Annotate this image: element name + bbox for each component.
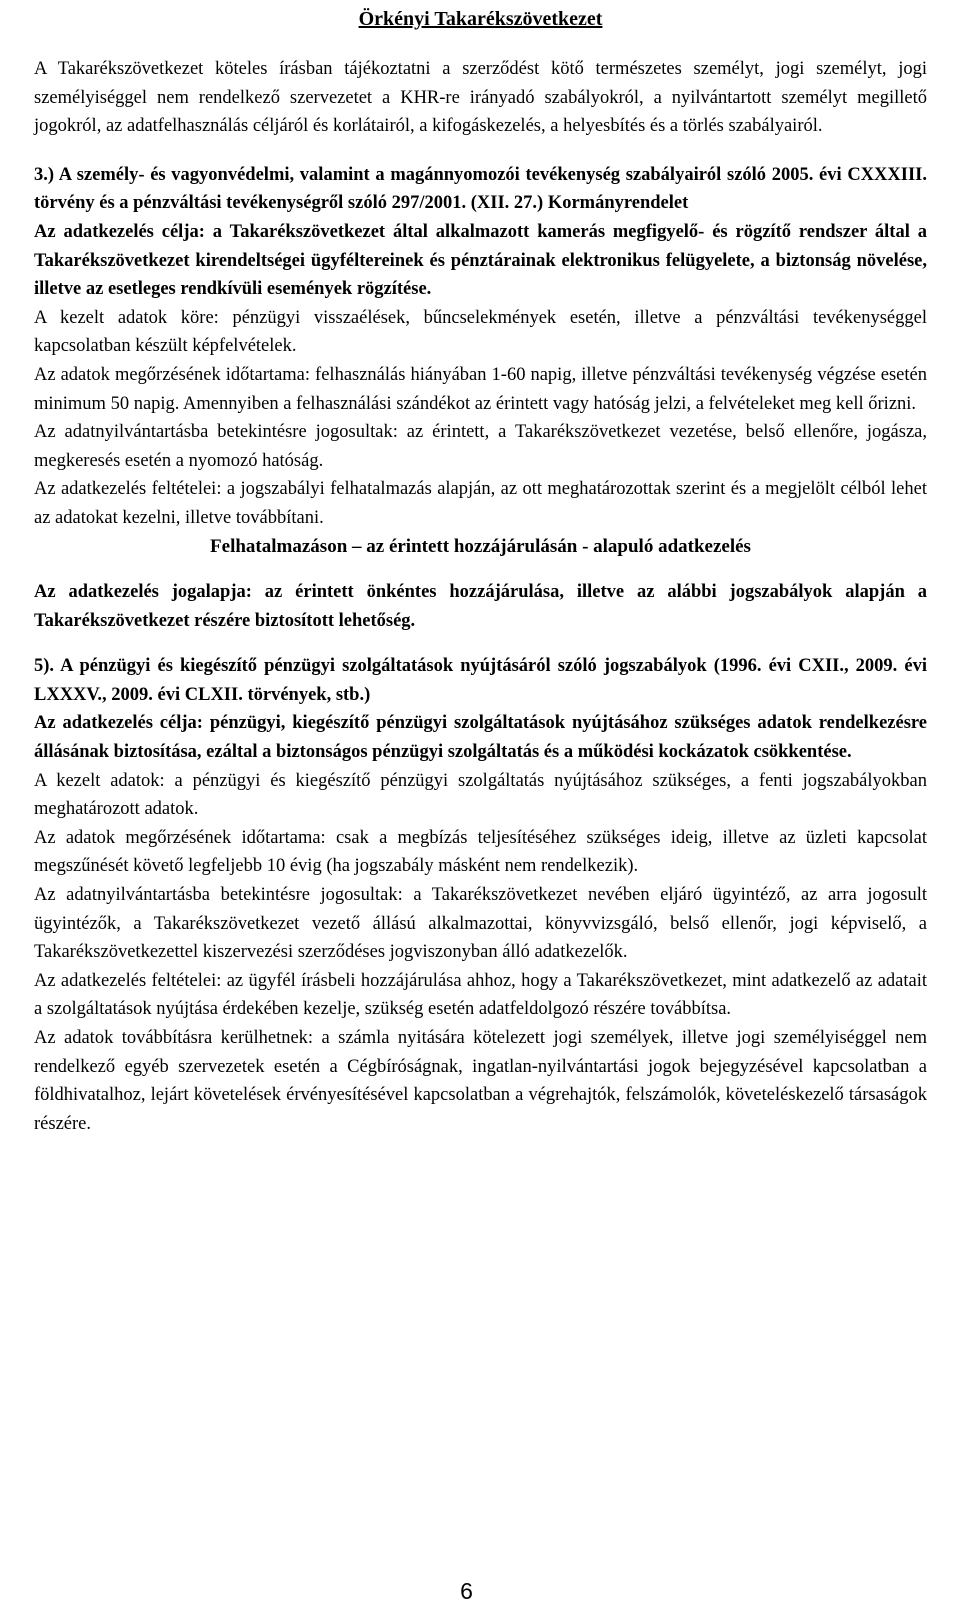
section-3-access: Az adatnyilvántartásba betekintésre jogosultak: az érintett, a Takarékszövetkezet vezetése, belső ellenőre, jogásza, megkeresés esetén a nyomozó hatóság. <box>34 422 927 471</box>
section-5-data-scope: A kezelt adatok: a pénzügyi és kiegészítő pénzügyi szolgáltatás nyújtásához szükséges, a fenti jogszabályokban meghatározott adatok. <box>34 770 927 820</box>
section-3-conditions: Az adatkezelés feltételei: a jogszabályi felhatalmazás alapján, az ott meghatározottak szerint és a megjelölt célból lehet az adatokat kezelni, illetve továbbítani. <box>34 479 927 528</box>
section-3-purpose: Az adatkezelés célja: a Takarékszövetkezet által alkalmazott kamerás megfigyelő- és rögzítő rendszer által a Takarékszövetkezet kirendeltségei ügyféltereinek és pénztárainak elektronikus felügyelete, a biztonság növelése, illetve az esetleges rendkívüli események rögzítése. <box>34 221 927 300</box>
consent-basis: Az adatkezelés jogalapja: az érintett önkéntes hozzájárulása, illetve az alábbi jogszabályok alapján a Takarékszövetkezet részére biztosított lehetőség. <box>34 582 927 631</box>
section-5-heading: 5). A pénzügyi és kiegészítő pénzügyi szolgáltatások nyújtásáról szóló jogszabályok (1996. évi CXII., 2009. évi LXXXV., 2009. évi CLXII. törvények, stb.) <box>34 656 927 705</box>
section-5-purpose: Az adatkezelés célja: pénzügyi, kiegészítő pénzügyi szolgáltatások nyújtásához szükséges adatok rendelkezésre állásának biztosítása, ezáltal a biztonságos pénzügyi szolgáltatás és a működési kockázatok csökkentése. <box>34 713 927 763</box>
document-title: Örkényi Takarékszövetkezet <box>358 8 603 30</box>
document-page <box>34 0 927 1138</box>
section-3-heading: 3.) A személy- és vagyonvédelmi, valamint a magánnyomozói tevékenység szabályairól szóló 2005. évi CXXXIII. törvény és a pénzváltási tevékenységről szóló 297/2001. (XII. 27.) Kormányrendelet <box>34 164 927 214</box>
section-5-access: Az adatnyilvántartásba betekintésre jogosultak: a Takarékszövetkezet nevében eljáró ügyintéző, az arra jogosult ügyintézők, a Takarékszövetkezet vezető állású alkalmazottai, könyvvizsgáló, belső ellenőr, jogi képviselő, a Takarékszövetkezettel kiszervezési szerződéses jogviszonyban álló adatkezelők. <box>34 885 927 963</box>
section-5-conditions: Az adatkezelés feltételei: az ügyfél írásbeli hozzájárulása ahhoz, hogy a Takarékszövetkezet, mint adatkezelő az adatait a szolgáltatások nyújtása érdekében kezelje, szükség esetén adatfeldolgozó részére továbbítsa. <box>34 970 927 1020</box>
consent-heading: Felhatalmazáson – az érintett hozzájárulásán - alapuló adatkezelés <box>210 535 751 557</box>
page-number: 6 <box>460 1578 473 1604</box>
section-3-retention: Az adatok megőrzésének időtartama: felhasználás hiányában 1-60 napig, illetve pénzváltási tevékenység végzése esetén minimum 50 napig. Amennyiben a felhasználási szándékot az érintett vagy hatóság jelzi, a felvételeket meg kell őrizni. <box>34 364 927 414</box>
intro-paragraph: A Takarékszövetkezet köteles írásban tájékoztatni a szerződést kötő természetes személyt, jogi személyt, jogi személyiséggel nem rendelkező szervezetet a KHR-re irányadó szabályokról, a nyilvántartott személyt megillető jogokról, az adatfelhasználás céljáról és korlátairól, a kifogáskezelés, a helyesbítés és a törlés szabályairól. <box>34 59 927 137</box>
section-3-data-scope: A kezelt adatok köre: pénzügyi visszaélések, bűncselekmények esetén, illetve a pénzváltási tevékenységgel kapcsolatban készült képfelvételek. <box>34 307 927 357</box>
section-5-retention: Az adatok megőrzésének időtartama: csak a megbízás teljesítéséhez szükséges ideig, illetve az üzleti kapcsolat megszűnését követő legfeljebb 10 évig (ha jogszabály másként nem rendelkezik). <box>34 827 927 877</box>
section-5-transfer: Az adatok továbbításra kerülhetnek: a számla nyitására kötelezett jogi személyek, illetve jogi személyiséggel nem rendelkező egyéb szervezetek esetén a Cégbíróságnak, ingatlan-nyilvántartási jogok bejegyzésével kapcsolatban a földhivatalhoz, lejárt követelések érvényesítésével kapcsolatban a végrehajtók, felszámolók, követeléskezelő társaságok részére. <box>34 1028 927 1134</box>
